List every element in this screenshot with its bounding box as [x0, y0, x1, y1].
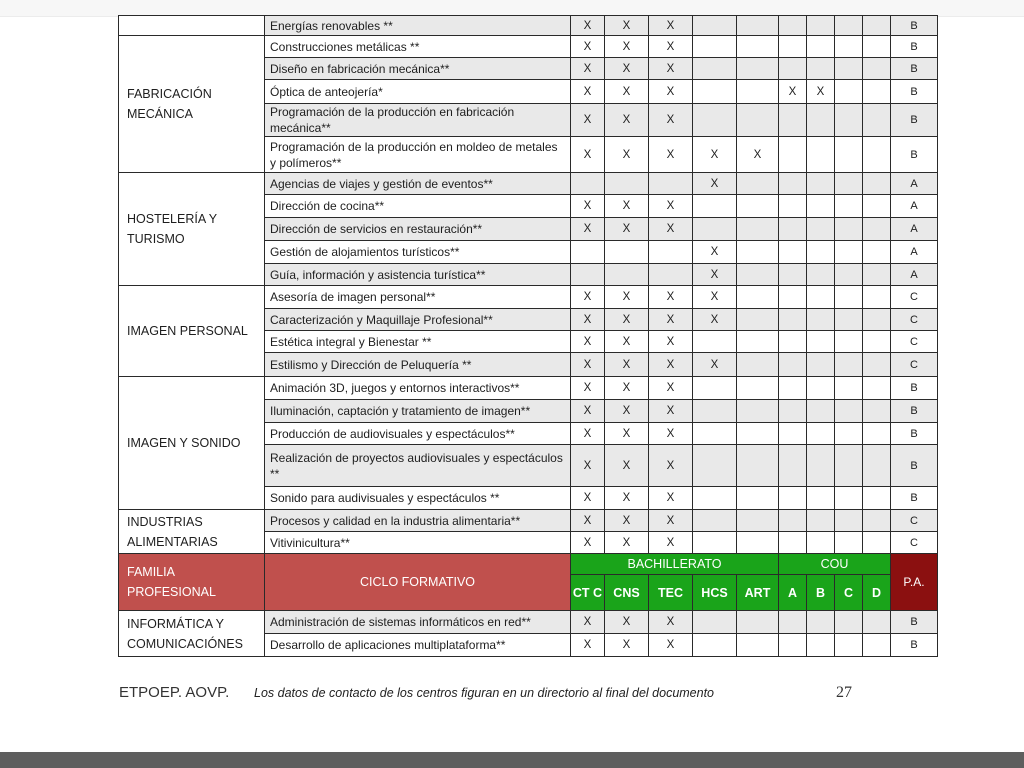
- familia-cell: HOSTELERÍA Y TURISMO: [119, 173, 265, 286]
- ciclo-cell: Programación de la producción en fabricación mecánica**: [265, 104, 571, 137]
- fp-table: [118, 15, 938, 657]
- page-footer: [119, 684, 939, 704]
- pa-cell: B: [891, 80, 938, 104]
- mark-cell: X: [605, 377, 649, 400]
- pa-cell: B: [891, 634, 938, 657]
- ciclo-cell: Estilismo y Dirección de Peluquería **: [265, 353, 571, 377]
- mark-cell: X: [605, 309, 649, 331]
- mark-cell: [863, 510, 891, 532]
- mark-cell: [571, 264, 605, 286]
- mark-cell: [779, 173, 807, 195]
- familia-cell: [119, 16, 265, 36]
- mark-cell: X: [649, 510, 693, 532]
- pa-cell: A: [891, 218, 938, 241]
- pa-cell: C: [891, 510, 938, 532]
- mark-cell: [693, 532, 737, 554]
- mark-cell: [693, 36, 737, 58]
- pa-cell: C: [891, 331, 938, 353]
- mark-cell: [807, 611, 835, 634]
- table-row: [119, 16, 938, 36]
- mark-cell: [863, 445, 891, 487]
- mark-cell: [863, 331, 891, 353]
- mark-cell: [835, 510, 863, 532]
- pa-cell: B: [891, 445, 938, 487]
- mark-cell: [737, 195, 779, 218]
- mark-cell: [807, 309, 835, 331]
- ciclo-cell: Realización de proyectos audiovisuales y espectáculos **: [265, 445, 571, 487]
- ciclo-cell: Agencias de viajes y gestión de eventos**: [265, 173, 571, 195]
- header-bach-col: HCS: [693, 575, 737, 611]
- mark-cell: X: [693, 241, 737, 264]
- ciclo-cell: Caracterización y Maquillaje Profesional**: [265, 309, 571, 331]
- mark-cell: [737, 80, 779, 104]
- mark-cell: X: [649, 104, 693, 137]
- mark-cell: [693, 195, 737, 218]
- pa-cell: A: [891, 241, 938, 264]
- mark-cell: X: [605, 195, 649, 218]
- mark-cell: [737, 487, 779, 510]
- mark-cell: [835, 218, 863, 241]
- familia-cell: IMAGEN PERSONAL: [119, 286, 265, 377]
- mark-cell: [835, 611, 863, 634]
- mark-cell: X: [605, 445, 649, 487]
- mark-cell: [779, 423, 807, 445]
- mark-cell: [737, 423, 779, 445]
- mark-cell: X: [571, 353, 605, 377]
- mark-cell: [737, 400, 779, 423]
- pa-cell: B: [891, 423, 938, 445]
- ciclo-cell: Energías renovables **: [265, 16, 571, 36]
- mark-cell: X: [807, 80, 835, 104]
- mark-cell: [693, 58, 737, 80]
- mark-cell: X: [605, 58, 649, 80]
- mark-cell: X: [605, 36, 649, 58]
- mark-cell: [835, 80, 863, 104]
- mark-cell: [693, 487, 737, 510]
- mark-cell: [807, 353, 835, 377]
- header-cou-col: A: [779, 575, 807, 611]
- table-row: [119, 173, 938, 195]
- mark-cell: X: [571, 487, 605, 510]
- mark-cell: X: [693, 309, 737, 331]
- mark-cell: [835, 353, 863, 377]
- mark-cell: [737, 36, 779, 58]
- mark-cell: X: [649, 377, 693, 400]
- mark-cell: [807, 634, 835, 657]
- familia-cell: IMAGEN Y SONIDO: [119, 377, 265, 510]
- mark-cell: [863, 423, 891, 445]
- mark-cell: [737, 331, 779, 353]
- mark-cell: [693, 423, 737, 445]
- mark-cell: [693, 445, 737, 487]
- mark-cell: [807, 218, 835, 241]
- mark-cell: [807, 195, 835, 218]
- mark-cell: [835, 423, 863, 445]
- mark-cell: X: [571, 532, 605, 554]
- mark-cell: [863, 36, 891, 58]
- mark-cell: [863, 16, 891, 36]
- mark-cell: [779, 377, 807, 400]
- mark-cell: X: [649, 331, 693, 353]
- mark-cell: [779, 634, 807, 657]
- mark-cell: X: [605, 218, 649, 241]
- mark-cell: X: [571, 286, 605, 309]
- pa-cell: C: [891, 309, 938, 331]
- mark-cell: [863, 377, 891, 400]
- mark-cell: [737, 173, 779, 195]
- mark-cell: X: [649, 634, 693, 657]
- mark-cell: [807, 137, 835, 173]
- mark-cell: [807, 58, 835, 80]
- pa-cell: A: [891, 195, 938, 218]
- mark-cell: [807, 36, 835, 58]
- pa-cell: A: [891, 264, 938, 286]
- mark-cell: [835, 634, 863, 657]
- mark-cell: [835, 331, 863, 353]
- mark-cell: X: [649, 400, 693, 423]
- mark-cell: [693, 218, 737, 241]
- pa-cell: B: [891, 487, 938, 510]
- mark-cell: [863, 195, 891, 218]
- mark-cell: [807, 400, 835, 423]
- footer-note: Los datos de contacto de los centros figuran en un directorio al final del documento: [254, 686, 715, 700]
- mark-cell: X: [737, 137, 779, 173]
- mark-cell: X: [649, 195, 693, 218]
- mark-cell: [835, 377, 863, 400]
- mark-cell: X: [649, 286, 693, 309]
- mark-cell: [693, 331, 737, 353]
- pa-cell: C: [891, 532, 938, 554]
- header-bach-col: TEC: [649, 575, 693, 611]
- ciclo-cell: Administración de sistemas informáticos en red**: [265, 611, 571, 634]
- mark-cell: X: [605, 286, 649, 309]
- mark-cell: [863, 264, 891, 286]
- mark-cell: [737, 377, 779, 400]
- ciclo-cell: Dirección de cocina**: [265, 195, 571, 218]
- pa-cell: B: [891, 16, 938, 36]
- ciclo-cell: Sonido para audivisuales y espectáculos **: [265, 487, 571, 510]
- mark-cell: X: [571, 634, 605, 657]
- mark-cell: [863, 241, 891, 264]
- mark-cell: X: [649, 353, 693, 377]
- mark-cell: X: [571, 331, 605, 353]
- mark-cell: [807, 423, 835, 445]
- pa-cell: C: [891, 353, 938, 377]
- mark-cell: X: [649, 611, 693, 634]
- mark-cell: [835, 137, 863, 173]
- mark-cell: X: [605, 611, 649, 634]
- ciclo-cell: Producción de audiovisuales y espectáculos**: [265, 423, 571, 445]
- mark-cell: [779, 309, 807, 331]
- header-familia: FAMILIA PROFESIONAL: [119, 554, 265, 611]
- mark-cell: X: [693, 264, 737, 286]
- mark-cell: [605, 241, 649, 264]
- mark-cell: [693, 400, 737, 423]
- mark-cell: X: [605, 104, 649, 137]
- mark-cell: [779, 104, 807, 137]
- mark-cell: [779, 532, 807, 554]
- mark-cell: [693, 611, 737, 634]
- mark-cell: [863, 80, 891, 104]
- pa-cell: B: [891, 377, 938, 400]
- ciclo-cell: Iluminación, captación y tratamiento de imagen**: [265, 400, 571, 423]
- mark-cell: X: [605, 16, 649, 36]
- mark-cell: X: [571, 195, 605, 218]
- mark-cell: [737, 634, 779, 657]
- mark-cell: [693, 634, 737, 657]
- mark-cell: [779, 331, 807, 353]
- mark-cell: [737, 264, 779, 286]
- mark-cell: [863, 400, 891, 423]
- mark-cell: [863, 309, 891, 331]
- mark-cell: [779, 510, 807, 532]
- mark-cell: X: [649, 532, 693, 554]
- mark-cell: [779, 218, 807, 241]
- mark-cell: X: [605, 634, 649, 657]
- document-code: ETPOEP. AOVP.: [119, 684, 230, 701]
- mark-cell: [779, 241, 807, 264]
- pa-cell: B: [891, 36, 938, 58]
- mark-cell: [737, 309, 779, 331]
- ciclo-cell: Vitivinicultura**: [265, 532, 571, 554]
- mark-cell: [835, 264, 863, 286]
- mark-cell: X: [571, 377, 605, 400]
- header-ciclo: CICLO FORMATIVO: [265, 554, 571, 611]
- header-cou: COU: [779, 554, 891, 575]
- mark-cell: X: [649, 137, 693, 173]
- mark-cell: [779, 445, 807, 487]
- ciclo-cell: Óptica de anteojería*: [265, 80, 571, 104]
- table-row: [119, 510, 938, 532]
- mark-cell: [835, 36, 863, 58]
- header-bach-col: CNS: [605, 575, 649, 611]
- mark-cell: [737, 445, 779, 487]
- mark-cell: [779, 400, 807, 423]
- table-row: [119, 36, 938, 58]
- mark-cell: [693, 80, 737, 104]
- mark-cell: [737, 16, 779, 36]
- mark-cell: [737, 241, 779, 264]
- ciclo-cell: Animación 3D, juegos y entornos interactivos**: [265, 377, 571, 400]
- bottom-bar: [0, 752, 1024, 768]
- mark-cell: X: [779, 80, 807, 104]
- mark-cell: [737, 510, 779, 532]
- mark-cell: [779, 286, 807, 309]
- mark-cell: [807, 377, 835, 400]
- mark-cell: [807, 286, 835, 309]
- pa-cell: B: [891, 137, 938, 173]
- header-cou-col: B: [807, 575, 835, 611]
- ciclo-cell: Programación de la producción en moldeo de metales y polímeros**: [265, 137, 571, 173]
- familia-cell: FABRICACIÓN MECÁNICA: [119, 36, 265, 173]
- mark-cell: [737, 532, 779, 554]
- mark-cell: X: [571, 36, 605, 58]
- mark-cell: [835, 195, 863, 218]
- mark-cell: X: [571, 16, 605, 36]
- pa-cell: B: [891, 104, 938, 137]
- mark-cell: [863, 286, 891, 309]
- mark-cell: [835, 16, 863, 36]
- mark-cell: X: [649, 58, 693, 80]
- mark-cell: [863, 611, 891, 634]
- header-row: [119, 554, 938, 575]
- mark-cell: X: [571, 80, 605, 104]
- mark-cell: [863, 218, 891, 241]
- mark-cell: [693, 104, 737, 137]
- ciclo-cell: Estética integral y Bienestar **: [265, 331, 571, 353]
- table-row: [119, 286, 938, 309]
- page-number: 27: [836, 684, 852, 701]
- mark-cell: X: [571, 611, 605, 634]
- mark-cell: X: [571, 218, 605, 241]
- mark-cell: [835, 241, 863, 264]
- header-bach-col: ART: [737, 575, 779, 611]
- mark-cell: [605, 173, 649, 195]
- mark-cell: X: [605, 80, 649, 104]
- mark-cell: [779, 611, 807, 634]
- table-row: [119, 611, 938, 634]
- mark-cell: [693, 16, 737, 36]
- mark-cell: X: [649, 487, 693, 510]
- mark-cell: [649, 241, 693, 264]
- mark-cell: X: [605, 137, 649, 173]
- mark-cell: [807, 445, 835, 487]
- mark-cell: [863, 104, 891, 137]
- mark-cell: [807, 331, 835, 353]
- mark-cell: [863, 353, 891, 377]
- mark-cell: X: [571, 58, 605, 80]
- mark-cell: X: [605, 510, 649, 532]
- mark-cell: [737, 286, 779, 309]
- ciclo-cell: Desarrollo de aplicaciones multiplataforma**: [265, 634, 571, 657]
- mark-cell: [807, 173, 835, 195]
- header-pa: P.A.: [891, 554, 938, 611]
- mark-cell: [863, 532, 891, 554]
- pa-cell: B: [891, 400, 938, 423]
- mark-cell: X: [605, 400, 649, 423]
- mark-cell: X: [649, 445, 693, 487]
- mark-cell: [807, 264, 835, 286]
- mark-cell: X: [571, 423, 605, 445]
- mark-cell: X: [693, 286, 737, 309]
- mark-cell: X: [649, 16, 693, 36]
- ciclo-cell: Construcciones metálicas **: [265, 36, 571, 58]
- header-cou-col: C: [835, 575, 863, 611]
- familia-cell: INFORMÁTICA Y COMUNICACIÓNES: [119, 611, 265, 657]
- mark-cell: X: [649, 218, 693, 241]
- mark-cell: [807, 487, 835, 510]
- mark-cell: [807, 16, 835, 36]
- mark-cell: X: [649, 36, 693, 58]
- mark-cell: [863, 58, 891, 80]
- mark-cell: [807, 532, 835, 554]
- mark-cell: [807, 510, 835, 532]
- mark-cell: [693, 510, 737, 532]
- mark-cell: X: [693, 353, 737, 377]
- table-row: [119, 377, 938, 400]
- mark-cell: [737, 353, 779, 377]
- mark-cell: X: [571, 445, 605, 487]
- header-cou-col: D: [863, 575, 891, 611]
- header-bachillerato: BACHILLERATO: [571, 554, 779, 575]
- mark-cell: [863, 173, 891, 195]
- mark-cell: [835, 309, 863, 331]
- mark-cell: [863, 137, 891, 173]
- pa-cell: A: [891, 173, 938, 195]
- mark-cell: [779, 195, 807, 218]
- mark-cell: [863, 634, 891, 657]
- mark-cell: [605, 264, 649, 286]
- mark-cell: [693, 377, 737, 400]
- mark-cell: [835, 173, 863, 195]
- mark-cell: X: [571, 400, 605, 423]
- mark-cell: [571, 173, 605, 195]
- mark-cell: [649, 173, 693, 195]
- mark-cell: X: [693, 173, 737, 195]
- mark-cell: X: [605, 532, 649, 554]
- mark-cell: [835, 286, 863, 309]
- mark-cell: [835, 487, 863, 510]
- mark-cell: [835, 58, 863, 80]
- mark-cell: [863, 487, 891, 510]
- ciclo-cell: Asesoría de imagen personal**: [265, 286, 571, 309]
- mark-cell: [649, 264, 693, 286]
- mark-cell: X: [693, 137, 737, 173]
- mark-cell: [779, 353, 807, 377]
- mark-cell: X: [649, 423, 693, 445]
- mark-cell: X: [605, 487, 649, 510]
- mark-cell: [779, 487, 807, 510]
- ciclo-cell: Guía, información y asistencia turística**: [265, 264, 571, 286]
- mark-cell: [835, 532, 863, 554]
- mark-cell: [737, 58, 779, 80]
- ciclo-cell: Procesos y calidad en la industria alimentaria**: [265, 510, 571, 532]
- mark-cell: X: [571, 510, 605, 532]
- pa-cell: B: [891, 611, 938, 634]
- mark-cell: [779, 137, 807, 173]
- ciclo-cell: Diseño en fabricación mecánica**: [265, 58, 571, 80]
- mark-cell: [779, 16, 807, 36]
- mark-cell: [737, 611, 779, 634]
- mark-cell: [835, 400, 863, 423]
- mark-cell: [737, 218, 779, 241]
- ciclo-cell: Dirección de servicios en restauración**: [265, 218, 571, 241]
- pa-cell: C: [891, 286, 938, 309]
- pa-cell: B: [891, 58, 938, 80]
- mark-cell: X: [605, 353, 649, 377]
- mark-cell: X: [649, 309, 693, 331]
- ciclo-cell: Gestión de alojamientos turísticos**: [265, 241, 571, 264]
- mark-cell: X: [605, 331, 649, 353]
- mark-cell: X: [571, 309, 605, 331]
- mark-cell: [779, 36, 807, 58]
- mark-cell: [737, 104, 779, 137]
- mark-cell: X: [649, 80, 693, 104]
- mark-cell: X: [571, 104, 605, 137]
- mark-cell: [835, 104, 863, 137]
- mark-cell: X: [605, 423, 649, 445]
- mark-cell: [807, 104, 835, 137]
- header-bach-col: CT C: [571, 575, 605, 611]
- mark-cell: [779, 264, 807, 286]
- mark-cell: [835, 445, 863, 487]
- mark-cell: [779, 58, 807, 80]
- mark-cell: X: [571, 137, 605, 173]
- familia-cell: INDUSTRIAS ALIMENTARIAS: [119, 510, 265, 554]
- mark-cell: [807, 241, 835, 264]
- mark-cell: [571, 241, 605, 264]
